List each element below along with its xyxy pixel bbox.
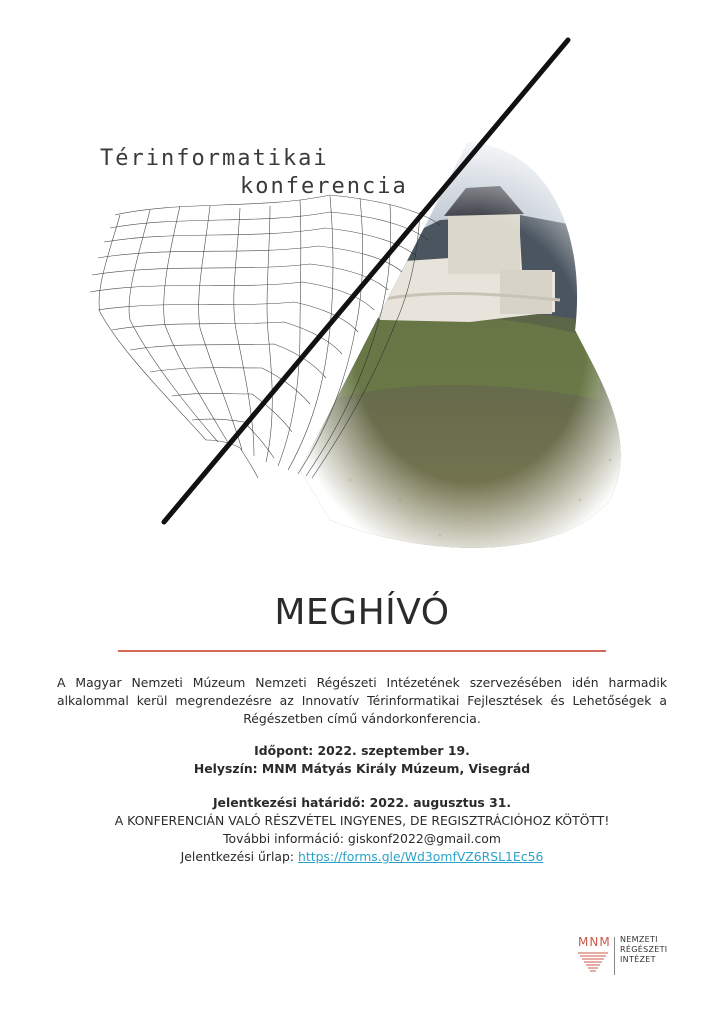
- hero-title-line1: Térinformatikai: [100, 146, 329, 171]
- event-venue: Helyszín: MNM Mátyás Király Múzeum, Visegrád: [193, 761, 531, 776]
- form-row: [0, 848, 724, 866]
- intro-paragraph: A Magyar Nemzeti Múzeum Nemzeti Régészeti Intézetének szervezésében idén harmadik alkalommal kerül megrendezésre az Innovatív Térinformatikai Fejlesztések és Lehetőségek a Régészetben című vándorkonferencia.: [57, 675, 667, 726]
- logo-pattern-icon: [576, 951, 610, 973]
- contact-info: További információ: giskonf2022@gmail.com: [223, 831, 501, 846]
- page-title: MEGHÍVÓ: [274, 592, 450, 633]
- logo-separator: [614, 937, 615, 975]
- logo-text: [620, 935, 667, 965]
- title-divider: [118, 650, 606, 652]
- free-registration-note: A KONFERENCIÁN VALÓ RÉSZVÉTEL INGYENES, DE REGISZTRÁCIÓHOZ KÖTÖTT!: [114, 813, 610, 828]
- form-label: Jelentkezési űrlap:: [180, 849, 298, 864]
- registration-form-link[interactable]: https://forms.gle/Wd3omfVZ6RSL1Ec56: [298, 849, 544, 864]
- logo-line1: NEMZETI: [620, 935, 658, 944]
- logo-line3: INTÉZET: [620, 955, 656, 964]
- registration-deadline: Jelentkezési határidő: 2022. augusztus 31.: [212, 795, 512, 810]
- event-date: Időpont: 2022. szeptember 19.: [254, 743, 470, 758]
- logo-line2: RÉGÉSZETI: [620, 945, 668, 954]
- nri-logo: [576, 935, 686, 979]
- hero-title-line2: konferencia: [240, 174, 408, 199]
- logo-mark-text: MNM: [578, 935, 611, 949]
